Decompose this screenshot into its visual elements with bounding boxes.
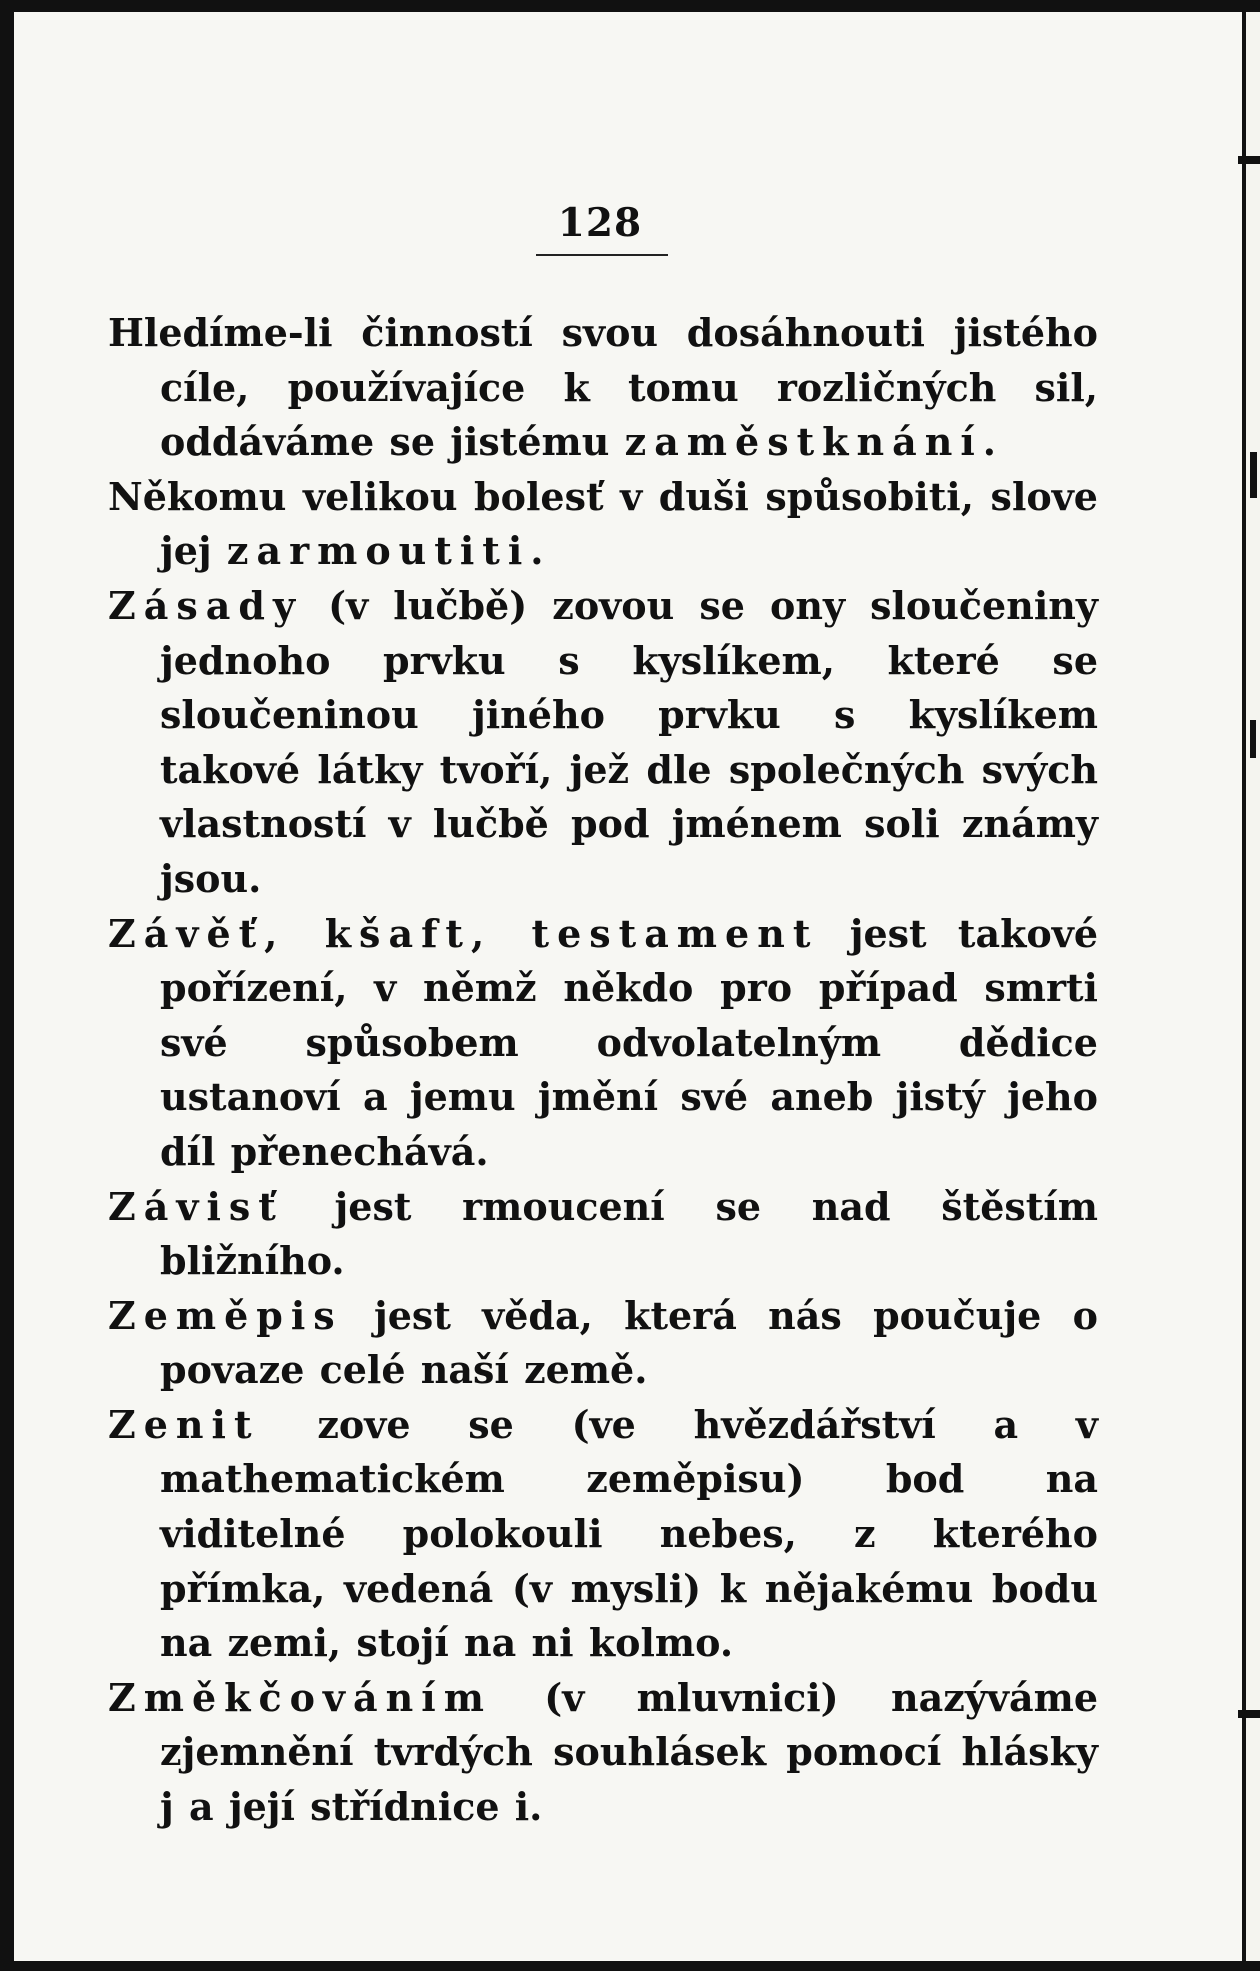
bottom-edge-shadow (0, 1961, 1260, 1971)
top-edge-shadow (0, 0, 1260, 12)
left-edge-shadow (0, 0, 14, 1971)
dictionary-entry (108, 1398, 1098, 1671)
dictionary-entry (108, 1289, 1098, 1398)
entry-text: jest rmoucení se nad štěstím bližního. (160, 1183, 1098, 1284)
entry-term: Zenit (108, 1401, 260, 1447)
entry-text: (v lučbě) zovou se ony sloučeniny jednoho prvku s kyslíkem, které se sloučeninou jiného prvku s kyslíkem takové látky tvoří, jež dle společných svých vlastností v lučbě pod jménem soli známy jsou. (160, 582, 1098, 901)
dictionary-entry (108, 306, 1098, 470)
entry-term: Zeměpis (108, 1292, 343, 1338)
margin-mark-top (1238, 156, 1260, 164)
margin-mark-bottom (1238, 1710, 1260, 1718)
entry-text: (v mluvnici) nazýváme zjemnění tvrdých souhlásek pomocí hlásky j a její střídnice i. (160, 1674, 1098, 1830)
entry-term: Změkčováním (108, 1674, 492, 1720)
entry-term: Zásady (108, 582, 304, 628)
entry-text: . (982, 419, 997, 465)
entry-text: jest věda, která nás poučuje o povaze celé naší země. (160, 1292, 1098, 1393)
entry-term: Závisť (108, 1183, 284, 1229)
entry-text: jest takové pořízení, v němž někdo pro případ smrti své spůsobem odvolatelným dědice ustanoví a jemu jmění své aneb jistý jeho díl přenechává. (160, 910, 1099, 1174)
dictionary-content (108, 306, 1098, 1835)
dictionary-entry (108, 907, 1098, 1180)
dictionary-entry (108, 1180, 1098, 1289)
margin-mark-lower (1250, 720, 1256, 758)
entry-text: zove se (ve hvězdářství a v mathematickém zeměpisu) bod na viditelné polokouli nebes, z kterého přímka, vedená (v mysli) k nějakému bodu na zemi, stojí na ni kolmo. (160, 1401, 1098, 1666)
entry-term: Závěť, kšaft, testament (108, 910, 819, 956)
dictionary-entry (108, 1671, 1098, 1835)
dictionary-entry (108, 579, 1098, 907)
entry-term: zaměstknání (624, 419, 983, 465)
margin-mark-middle (1250, 452, 1257, 498)
page-number-rule (536, 254, 668, 256)
entry-term: zarmoutiti (226, 528, 531, 574)
dictionary-entry (108, 470, 1098, 579)
entry-text: . (530, 528, 544, 574)
entry-text: Někomu velikou bolesť v duši spůsobiti, slove jej (108, 473, 1098, 574)
entry-text: Hledíme-li činností svou dosáhnouti jistého cíle, používajíce k tomu rozličných sil, oddáváme se jistému (108, 310, 1098, 465)
right-binding-line (1242, 0, 1246, 1971)
page-number: 128 (557, 200, 643, 246)
